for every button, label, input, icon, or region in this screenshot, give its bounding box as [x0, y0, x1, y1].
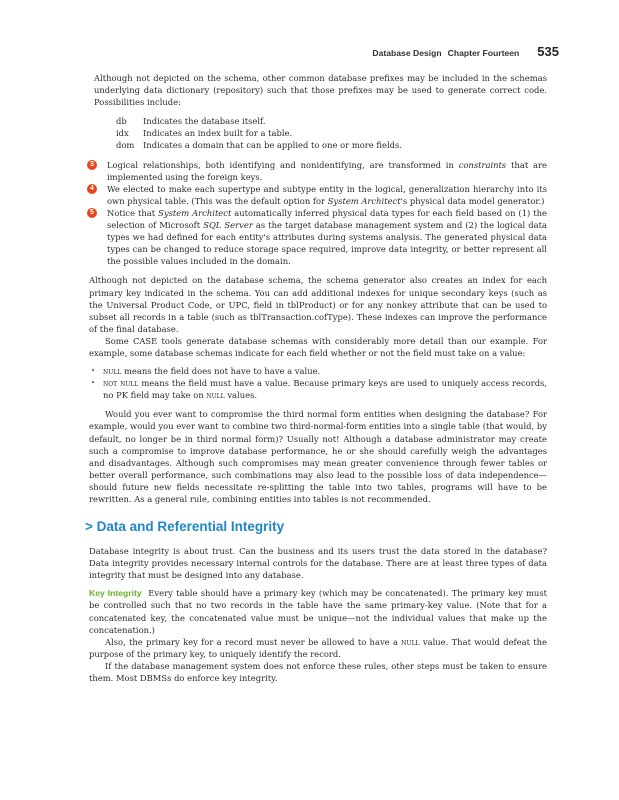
running-head: [372, 44, 559, 59]
bullet-text: values.: [224, 390, 258, 401]
intro-paragraph: Although not depicted on the schema, other common database prefixes may be included in the schemas underlying data dictionary (repository) such that those prefixes may be used to generate correct code. Possibilities include:: [94, 73, 547, 108]
callout-text: We elected to make each supertype and subtype entity in the logical, generalization hierarchy into its own physical table. (This was the default option for: [107, 183, 547, 206]
key-integrity-text: Every table should have a primary key (which may be concatenated). The primary key must be controlled such that no two records in the table have the same primary-key value. (Note that for a concatenated key, the concatenated value must be unique—not the individual values that make up the concatenation.): [89, 588, 547, 635]
prefix-abbr: idx: [116, 128, 129, 139]
callout-number-badge: 5: [87, 208, 97, 218]
callout-text: 's physical data model generator.): [400, 195, 545, 206]
body-paragraph-case-tools: Some CASE tools generate database schemas with considerably more detail than our example. For example, some database schemas indicate for each field whether or not the field must take on a value:: [89, 335, 547, 358]
bullet-text: means the field does not have to have a value.: [121, 366, 321, 377]
prefix-row: [116, 127, 547, 139]
null-bullet-list: [89, 365, 547, 401]
callout-emphasis: System Architect: [158, 207, 232, 218]
keyword-null: null: [206, 390, 225, 401]
callout-number-badge: 3: [87, 160, 97, 170]
running-title: Database Design: [372, 48, 442, 58]
callout-text: automatically inferred physical data types for each field based on (1) the selection of Microsoft: [107, 207, 547, 231]
prefix-block: [89, 72, 547, 152]
callout-item: [89, 183, 547, 207]
body-paragraph-index: Although not depicted on the database schema, the schema generator also creates an index for each primary key indicated in the schema. You can add additional indexes for unique secondary keys (such as the Universal Product Code, or UPC, field in tblProduct) or for any nonkey attribute that can be used to subset all records in a table (such as tblTransaction.cofType). These indexes can improve the performance of the final database.: [89, 275, 547, 334]
prefix-desc: Indicates an index built for a table.: [143, 128, 293, 139]
body-paragraph-integrity: Database integrity is about trust. Can the business and its users trust the data stored in the database? Data integrity provides necessary internal controls for the database. There are at least three types of data integrity that must be designed into any database.: [89, 546, 547, 581]
page-body: [85, 72, 548, 684]
run-in-heading: Key Integrity: [89, 588, 142, 599]
callout-text: Notice that: [107, 207, 159, 218]
prefix-desc: Indicates the database itself.: [143, 116, 266, 127]
callout-number-badge: 4: [87, 184, 97, 194]
section-heading: > Data and Referential Integrity: [85, 519, 285, 535]
body-paragraph-null-pk: [89, 636, 547, 660]
callout-emphasis: SQL Server: [203, 220, 253, 231]
callout-item: [89, 207, 547, 267]
prefix-row: [116, 139, 547, 151]
paragraph-text: value. That would defeat the purpose of the primary key, to uniquely identify the record.: [89, 636, 547, 659]
bullet-item: [89, 365, 547, 377]
prefix-table: [116, 115, 547, 151]
prefix-row: [116, 115, 547, 127]
bullet-text: means the field must have a value. Because primary keys are used to uniquely access records, no PK field may take on: [103, 378, 548, 401]
callout-item: [89, 159, 547, 183]
bullet-item: [89, 377, 547, 401]
key-integrity-paragraph: [89, 587, 547, 635]
callout-emphasis: constraints: [458, 159, 507, 170]
body-paragraph-third-normal-form: Would you ever want to compromise the third normal form entities when designing the database? For example, would you ever want to combine two third-normal-form entities into a single table (that would, by default, no longer be in third normal form)? Usually not! Although a database administrator may create such a compromise to improve database performance, he or she should carefully weigh the advantages and disadvantages. Although such compromises may mean greater convenience through fewer tables or better overall performance, such combinations may also lead to the possible loss of data independence—should future new fields necessitate re-splitting the table into two tables, programs will have to be rewritten. As a general rule, combining entities into tables is not recommended.: [89, 409, 547, 504]
callout-text: that are implemented using the foreign keys.: [107, 159, 547, 182]
callout-text: Logical relationships, both identifying and nonidentifying, are transformed in: [107, 159, 459, 170]
numbered-callouts: [89, 159, 547, 268]
prefix-abbr: db: [116, 116, 127, 127]
keyword-null: null: [103, 366, 122, 377]
paragraph-text: Also, the primary key for a record must never be allowed to have a: [105, 636, 402, 647]
keyword-not-null: not null: [103, 378, 139, 389]
keyword-null: null: [401, 636, 420, 647]
page-number: 535: [537, 44, 559, 59]
callout-text: as the target database management system and (2) the logical data types we had defined for each entity's attributes during systems analysis. The generated physical data types can be changed to reduce storage space required, improve data integrity, or better represent all the possible values included in the domain.: [107, 220, 547, 267]
prefix-desc: Indicates a domain that can be applied to one or more fields.: [143, 140, 402, 151]
body-paragraph-dbms: If the database management system does not enforce these rules, other steps must be taken to ensure them. Most DBMSs do enforce key integrity.: [89, 660, 547, 684]
chapter-label: Chapter Fourteen: [447, 48, 520, 58]
callout-emphasis: System Architect: [327, 195, 401, 206]
prefix-abbr: dom: [116, 140, 135, 151]
